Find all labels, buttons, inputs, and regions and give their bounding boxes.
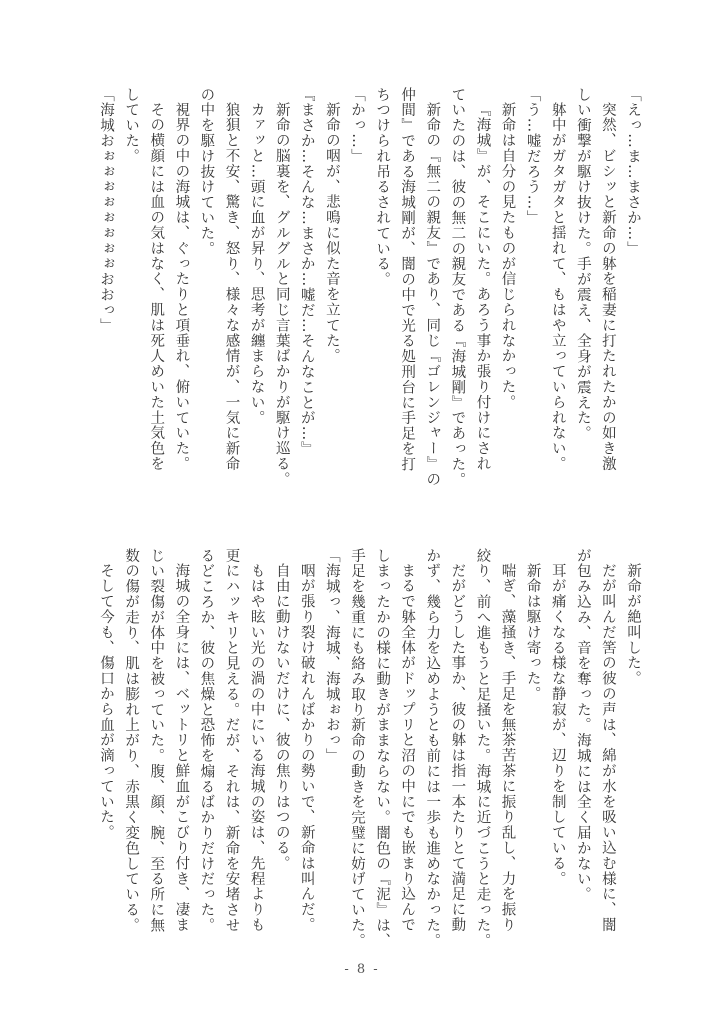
text-column: 更にハッキリと見える。だが、それは、新命を安堵させ [223,548,240,933]
bottom-text-block [92,548,645,952]
text-column: 新命の脳裏を、グルグルと同じ言葉ばかりが駆け巡る。 [273,102,290,488]
text-column: が包み込み、音を奪った。海城には全く届かない。 [574,548,591,903]
text-column: 「かっ…」 [348,87,365,164]
text-column: 新命の咽が、悲鳴に似た音を立てた。 [323,102,340,365]
text-column: カァッと…頭に血が昇り、思考が纏まらない。 [248,102,265,426]
text-column: るどころか、彼の焦燥と恐怖を煽るばかりだけだった。 [198,548,215,933]
text-column: しい衝撃が駆け抜けた。手が震え、全身が震えた。 [574,87,591,442]
text-column: 突然、ビシッと新命の躰を稲妻に打たれたかの如き激 [599,102,616,472]
text-column: もはや眩い光の渦の中にいる海城の姿は、先程よりも [248,563,265,933]
page-number: - 8 - [344,962,380,977]
text-column: 絞り、前へ進もうと足掻いた。海城に近づこうと走った。 [474,548,491,949]
text-column: 咽が張り裂け破れんばかりの勢いで、新命は叫んだ。 [298,563,315,933]
text-column: 躰中がガタガタと揺れて、もはや立っていられない。 [549,102,566,472]
text-column: 「う…嘘だろう…」 [524,87,541,226]
text-column: の中を駆け抜けていた。 [198,87,215,257]
text-column: 自由に動けないだけに、彼の焦りはつのる。 [273,563,290,872]
text-column: 「えっ…ま…まさか…」 [625,87,641,257]
text-column: 視界の中の海城は、ぐったりと項垂れ、俯いていた。 [173,102,190,472]
text-column: ちつけられ吊るされている。 [374,87,391,288]
text-column: だがどうした事か、彼の躰は指一本たりとて満足に動 [449,563,466,933]
text-column: 新命は駆け寄った。 [524,563,541,702]
text-column: 狼狽と不安、驚き、怒り、様々な感情が、一気に新命 [223,102,240,472]
text-column: まるで躰全体がドップリと沼の中にでも嵌まり込んで [399,563,416,933]
text-column: 新命の『無二の親友』であり、同じ『ゴレンジャー』の [424,102,441,488]
text-column: 仲間』である海城剛が、闇の中で光る処刑台に手足を打 [399,87,416,472]
top-text-block [92,87,645,491]
text-column: しまったかの様に動きがままならない。闇色の『泥』は、 [374,548,391,949]
text-column: だが叫んだ筈の彼の声は、綿が水を吸い込む様に、闇 [599,563,616,933]
text-column: 「海城っ、海城、海城ぉおっ」 [323,548,340,764]
text-column: 『海城』が、そこにいた。あろう事か張り付けにされ [474,102,491,472]
text-column: その横顔には血の気はなく、肌は死人めいた土気色を [148,102,165,472]
text-column: していた。 [123,87,140,164]
text-column: 手足を幾重にも絡み取り新命の動きを完璧に妨げていた。 [348,548,365,949]
text-column: 耳が痛くなる様な静寂が、辺りを制している。 [549,563,566,887]
text-column: 『まさか…そんな…まさか…嘘だ…そんなことが…』 [298,87,315,457]
text-column: 喘ぎ、藻掻き、手足を無茶苦茶に振り乱し、力を振り [499,563,516,933]
text-column: 新命は自分の見たものが信じられなかった。 [499,102,516,411]
text-column: ていたのは、彼の無二の親友である『海城剛』であった。 [449,87,466,488]
text-column: じい裂傷が体中を被っていた。腹、顔、腕、至る所に無 [148,548,165,933]
text-column: 数の傷が走り、肌は膨れ上がり、赤黒く変色している。 [123,548,140,933]
text-column: そして今も、傷口から血が滴っていた。 [98,563,115,841]
text-column: 「海城おぉぉぉぉぉぉぉぉおおっ」 [98,87,115,334]
text-column: かず、幾ら力を込めようとも前には一歩も進めなかった。 [424,548,441,949]
text-column: 海城の全身には、ベットリと鮮血がこびり付き、凄ま [173,563,190,933]
text-column: 新命が絶叫した。 [625,563,641,687]
